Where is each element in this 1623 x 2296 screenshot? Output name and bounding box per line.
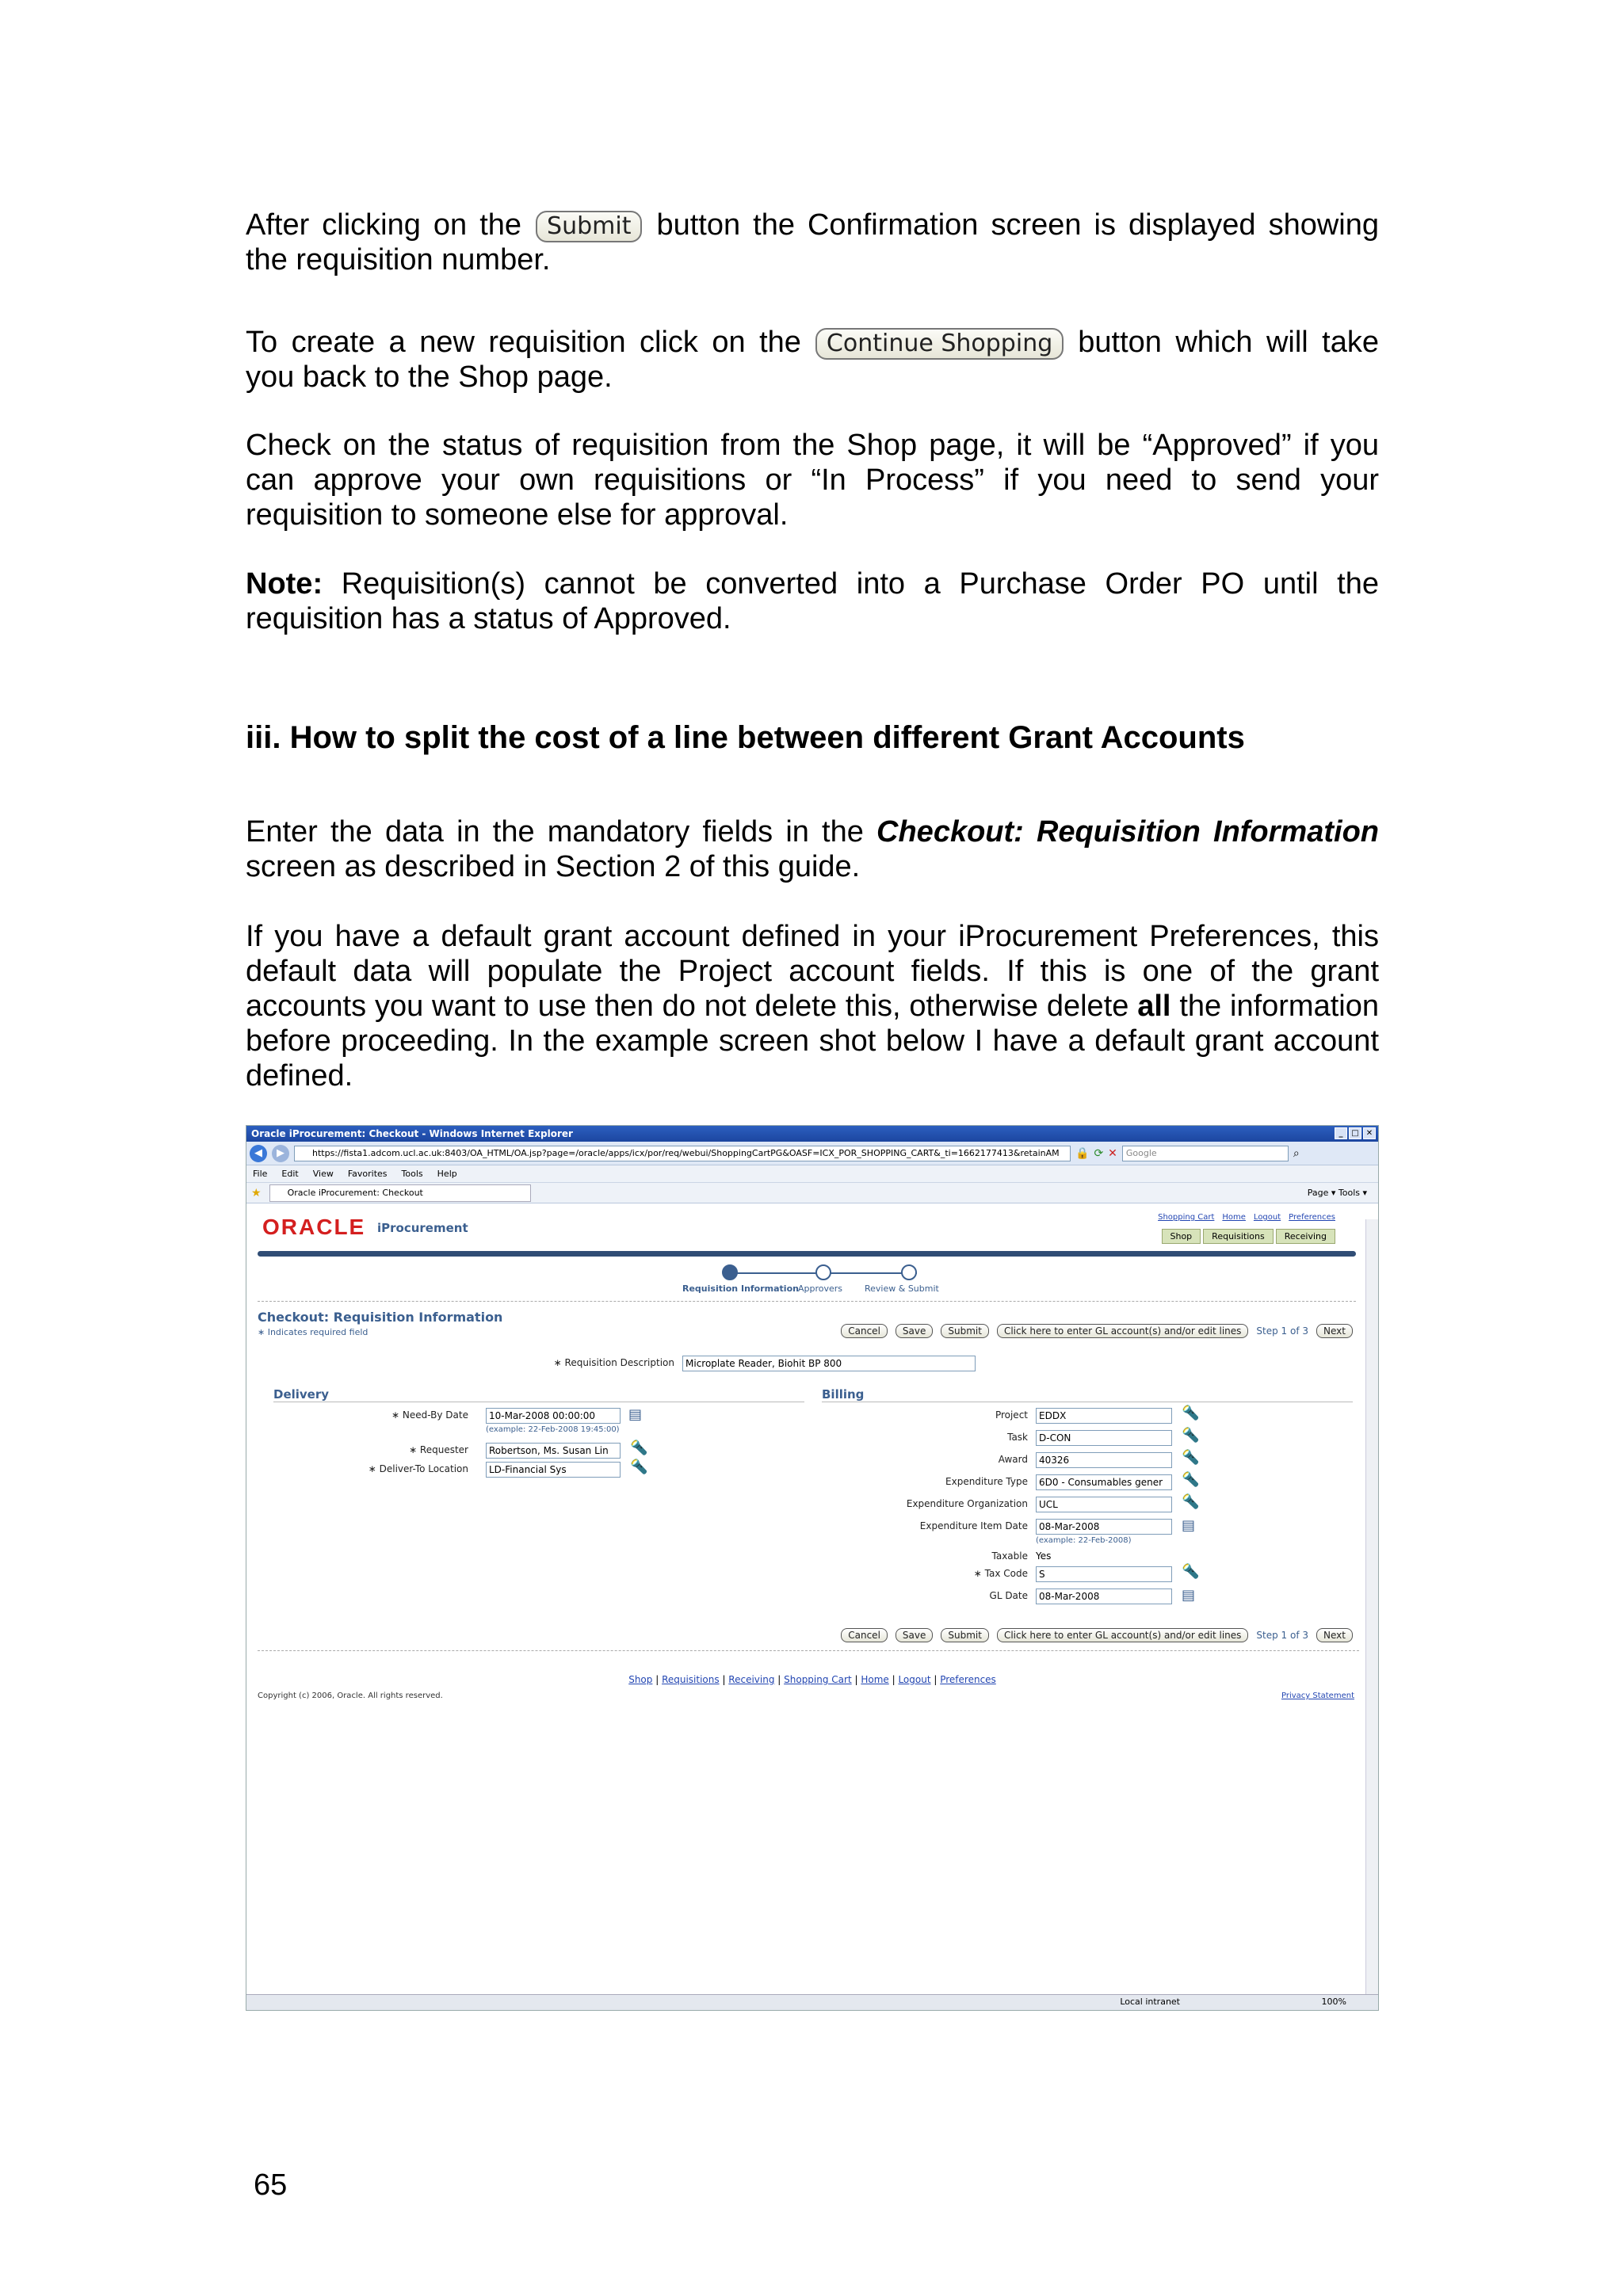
deliver-to-label: ∗ Deliver-To Location (368, 1463, 468, 1474)
taxable-value: Yes (1036, 1550, 1052, 1562)
button-row-top (841, 1324, 1353, 1338)
step-indicator: Step 1 of 3 (1256, 1325, 1309, 1337)
back-icon[interactable]: ◀ (250, 1145, 267, 1162)
train-step-2-icon (815, 1264, 831, 1280)
nav-tabs (1162, 1229, 1336, 1244)
text: the information before proceeding. In the example screen shot below I have a default grant account defined. (246, 990, 1379, 1093)
cancel-button[interactable]: Cancel (841, 1628, 888, 1642)
save-button[interactable]: Save (896, 1628, 933, 1642)
screen-name: Checkout: Requisition Information (876, 815, 1379, 849)
menu-bar (246, 1165, 1378, 1183)
footer-link-requisitions[interactable]: Requisitions (662, 1674, 720, 1685)
search-flashlight-icon[interactable]: 🔦 (630, 1440, 648, 1456)
taxable-label: Taxable (991, 1550, 1028, 1562)
footer-link-home[interactable]: Home (861, 1674, 889, 1685)
gl-date-input[interactable]: 08-Mar-2008 (1036, 1589, 1172, 1604)
paragraph-status: Check on the status of requisition from the Shop page, it will be “Approved” if you can approve your own requisitions or “In Process” if you need to send your requisition to someone else for approval. (246, 429, 1379, 532)
oracle-logo: ORACLE (262, 1215, 366, 1239)
search-flashlight-icon[interactable]: 🔦 (1182, 1427, 1200, 1444)
next-button[interactable]: Next (1316, 1628, 1353, 1642)
delivery-title: Delivery (273, 1387, 330, 1402)
train-step-3-icon (901, 1264, 917, 1280)
page-tools-menu[interactable]: Page ▾ Tools ▾ (1307, 1188, 1367, 1198)
gl-account-button[interactable]: Click here to enter GL account(s) and/or edit lines (997, 1628, 1248, 1642)
award-input[interactable]: 40326 (1036, 1452, 1172, 1468)
status-zone: Local intranet (1120, 1997, 1180, 2007)
close-icon[interactable]: ✕ (1363, 1127, 1376, 1139)
window-title: Oracle iProcurement: Checkout - Windows Internet Explorer (251, 1128, 573, 1139)
footer-link-shopping-cart[interactable]: Shopping Cart (784, 1674, 852, 1685)
gl-account-button[interactable]: Click here to enter GL account(s) and/or edit lines (997, 1324, 1248, 1338)
menu-edit[interactable]: Edit (281, 1169, 299, 1179)
status-bar (246, 1994, 1378, 2010)
footer-link-receiving[interactable]: Receiving (728, 1674, 775, 1685)
divider (258, 1650, 1359, 1651)
favorites-star-icon[interactable]: ★ (251, 1186, 262, 1199)
need-by-hint: (example: 22-Feb-2008 19:45:00) (486, 1425, 620, 1434)
text: button which will take you back to the Shop page. (246, 326, 1379, 394)
expenditure-org-label: Expenditure Organization (906, 1498, 1028, 1509)
zoom-level[interactable]: 100% (1321, 1997, 1346, 2007)
text: button the Confirmation screen is displayed showing the requisition number. (246, 208, 1379, 277)
link-home[interactable]: Home (1222, 1213, 1246, 1222)
paragraph-default-grant (246, 919, 1379, 1093)
tab-bar (246, 1183, 1378, 1203)
tab-checkout[interactable]: Oracle iProcurement: Checkout (269, 1184, 531, 1202)
app-footer (246, 1674, 1378, 1706)
task-label: Task (1007, 1432, 1028, 1443)
expenditure-org-input[interactable]: UCL (1036, 1497, 1172, 1512)
award-label: Award (998, 1454, 1028, 1465)
address-bar (246, 1142, 1378, 1165)
expenditure-type-label: Expenditure Type (945, 1476, 1028, 1487)
refresh-icon[interactable]: ⟳ (1094, 1146, 1104, 1160)
expenditure-date-label: Expenditure Item Date (919, 1520, 1028, 1531)
paragraph-enter-data (246, 814, 1379, 884)
need-by-input[interactable]: 10-Mar-2008 00:00:00 (486, 1408, 621, 1424)
cancel-button[interactable]: Cancel (841, 1324, 888, 1338)
text: To create a new requisition click on the (246, 326, 801, 359)
header-rule (258, 1251, 1356, 1257)
search-field[interactable]: Google (1122, 1146, 1289, 1161)
requester-label: ∗ Requester (409, 1444, 468, 1455)
submit-button[interactable]: Submit (941, 1324, 989, 1338)
page-number: 65 (254, 2168, 288, 2202)
text: After clicking on the (246, 208, 522, 242)
global-links (1158, 1213, 1335, 1222)
submit-button[interactable]: Submit (941, 1628, 989, 1642)
minimize-icon[interactable]: _ (1335, 1127, 1347, 1139)
note-text: Requisition(s) cannot be converted into a Purchase Order PO until the requisition has a status of Approved. (246, 567, 1379, 635)
step-indicator: Step 1 of 3 (1256, 1630, 1309, 1641)
menu-view[interactable]: View (312, 1169, 334, 1179)
search-flashlight-icon[interactable]: 🔦 (630, 1459, 648, 1475)
project-input[interactable]: EDDX (1036, 1408, 1172, 1424)
vertical-scrollbar[interactable] (1365, 1219, 1378, 1996)
menu-file[interactable]: File (253, 1169, 268, 1179)
note-label: Note: (246, 567, 323, 601)
forward-icon[interactable]: ▶ (272, 1145, 289, 1162)
tax-code-label: ∗ Tax Code (973, 1568, 1028, 1579)
maximize-icon[interactable]: □ (1349, 1127, 1361, 1139)
text: screen as described in Section 2 of this guide. (246, 850, 861, 883)
project-label: Project (995, 1409, 1028, 1421)
tab-shop[interactable]: Shop (1162, 1229, 1201, 1244)
embedded-screenshot (246, 1125, 1379, 2011)
checkout-form (246, 1302, 1378, 1674)
tab-requisitions[interactable]: Requisitions (1203, 1229, 1274, 1244)
lock-icon: 🔒 (1075, 1146, 1090, 1160)
page-title: Checkout: Requisition Information (258, 1310, 503, 1325)
app-header (246, 1203, 1378, 1251)
text: Enter the data in the mandatory fields in the (246, 815, 877, 849)
tax-code-input[interactable]: S (1036, 1566, 1172, 1582)
menu-tools[interactable]: Tools (401, 1169, 423, 1179)
task-input[interactable]: D-CON (1036, 1430, 1172, 1446)
search-flashlight-icon[interactable]: 🔦 (1182, 1405, 1200, 1421)
deliver-to-input[interactable]: LD-Financial Sys (486, 1462, 621, 1478)
menu-help[interactable]: Help (437, 1169, 457, 1179)
url-field[interactable]: https://fista1.adcom.ucl.ac.uk:8403/OA_HTML/OA.jsp?page=/oracle/apps/icx/por/req/webui/ShoppingCartPG&OASF=ICX_POR_SHOPPING_CART&_ti=1662177413&retainAM (294, 1146, 1071, 1161)
train-label-requisition-info: Requisition Information (682, 1283, 799, 1294)
gl-date-label: GL Date (989, 1590, 1028, 1601)
search-flashlight-icon[interactable]: 🔦 (1182, 1493, 1200, 1510)
calendar-icon[interactable]: ▤ (628, 1406, 643, 1423)
next-button[interactable]: Next (1316, 1324, 1353, 1338)
footer-links: Shop | Requisitions | Receiving | Shopping Cart | Home | Logout | Preferences (628, 1674, 996, 1685)
button-row-bottom (841, 1628, 1353, 1642)
expenditure-date-input[interactable]: 08-Mar-2008 (1036, 1519, 1172, 1535)
menu-favorites[interactable]: Favorites (347, 1169, 388, 1179)
search-flashlight-icon[interactable]: 🔦 (1182, 1563, 1200, 1580)
train-label-approvers: Approvers (798, 1283, 843, 1294)
requisition-description-label: ∗ Requisition Description (553, 1357, 674, 1368)
calendar-icon[interactable]: ▤ (1182, 1517, 1196, 1534)
expenditure-date-hint: (example: 22-Feb-2008) (1036, 1536, 1132, 1545)
continue-shopping-button-image: Continue Shopping (815, 328, 1064, 360)
paragraph-submit (246, 208, 1379, 277)
stop-icon[interactable]: ✕ (1108, 1146, 1117, 1160)
text: If you have a default grant account defined in your iProcurement Preferences, this default data will populate the Project account fields. If this is one of the grant accounts you want to use then do not delete this, otherwise delete (246, 920, 1379, 1023)
paragraph-continue-shopping (246, 325, 1379, 395)
bold-all: all (1137, 990, 1171, 1023)
submit-button-image: Submit (536, 211, 642, 242)
calendar-icon[interactable]: ▤ (1182, 1587, 1196, 1604)
footer-link-logout[interactable]: Logout (898, 1674, 931, 1685)
requester-input[interactable]: Robertson, Ms. Susan Lin (486, 1443, 621, 1459)
search-flashlight-icon[interactable]: 🔦 (1182, 1449, 1200, 1466)
link-preferences[interactable]: Preferences (1289, 1213, 1335, 1222)
search-icon[interactable]: ⌕ (1293, 1146, 1300, 1160)
requisition-description-input[interactable]: Microplate Reader, Biohit BP 800 (682, 1356, 976, 1371)
required-note: ∗ Indicates required field (258, 1327, 369, 1337)
window-titlebar (246, 1126, 1378, 1142)
need-by-label: ∗ Need-By Date (391, 1409, 468, 1421)
product-name: iProcurement (377, 1221, 468, 1235)
link-logout[interactable]: Logout (1253, 1213, 1281, 1222)
save-button[interactable]: Save (896, 1324, 933, 1338)
footer-link-shop[interactable]: Shop (628, 1674, 653, 1685)
search-flashlight-icon[interactable]: 🔦 (1182, 1471, 1200, 1488)
link-shopping-cart[interactable]: Shopping Cart (1158, 1213, 1215, 1222)
footer-link-preferences[interactable]: Preferences (940, 1674, 996, 1685)
train-label-review-submit: Review & Submit (865, 1283, 939, 1294)
tab-receiving[interactable]: Receiving (1276, 1229, 1335, 1244)
section-heading: iii. How to split the cost of a line between different Grant Accounts (246, 720, 1245, 755)
expenditure-type-input[interactable]: 6D0 - Consumables gener (1036, 1474, 1172, 1490)
train-step-1-icon (722, 1264, 738, 1280)
paragraph-note (246, 566, 1379, 636)
billing-title: Billing (822, 1387, 865, 1402)
privacy-link[interactable]: Privacy Statement (1281, 1691, 1354, 1700)
copyright: Copyright (c) 2006, Oracle. All rights reserved. (258, 1691, 443, 1700)
process-train (246, 1257, 1378, 1301)
